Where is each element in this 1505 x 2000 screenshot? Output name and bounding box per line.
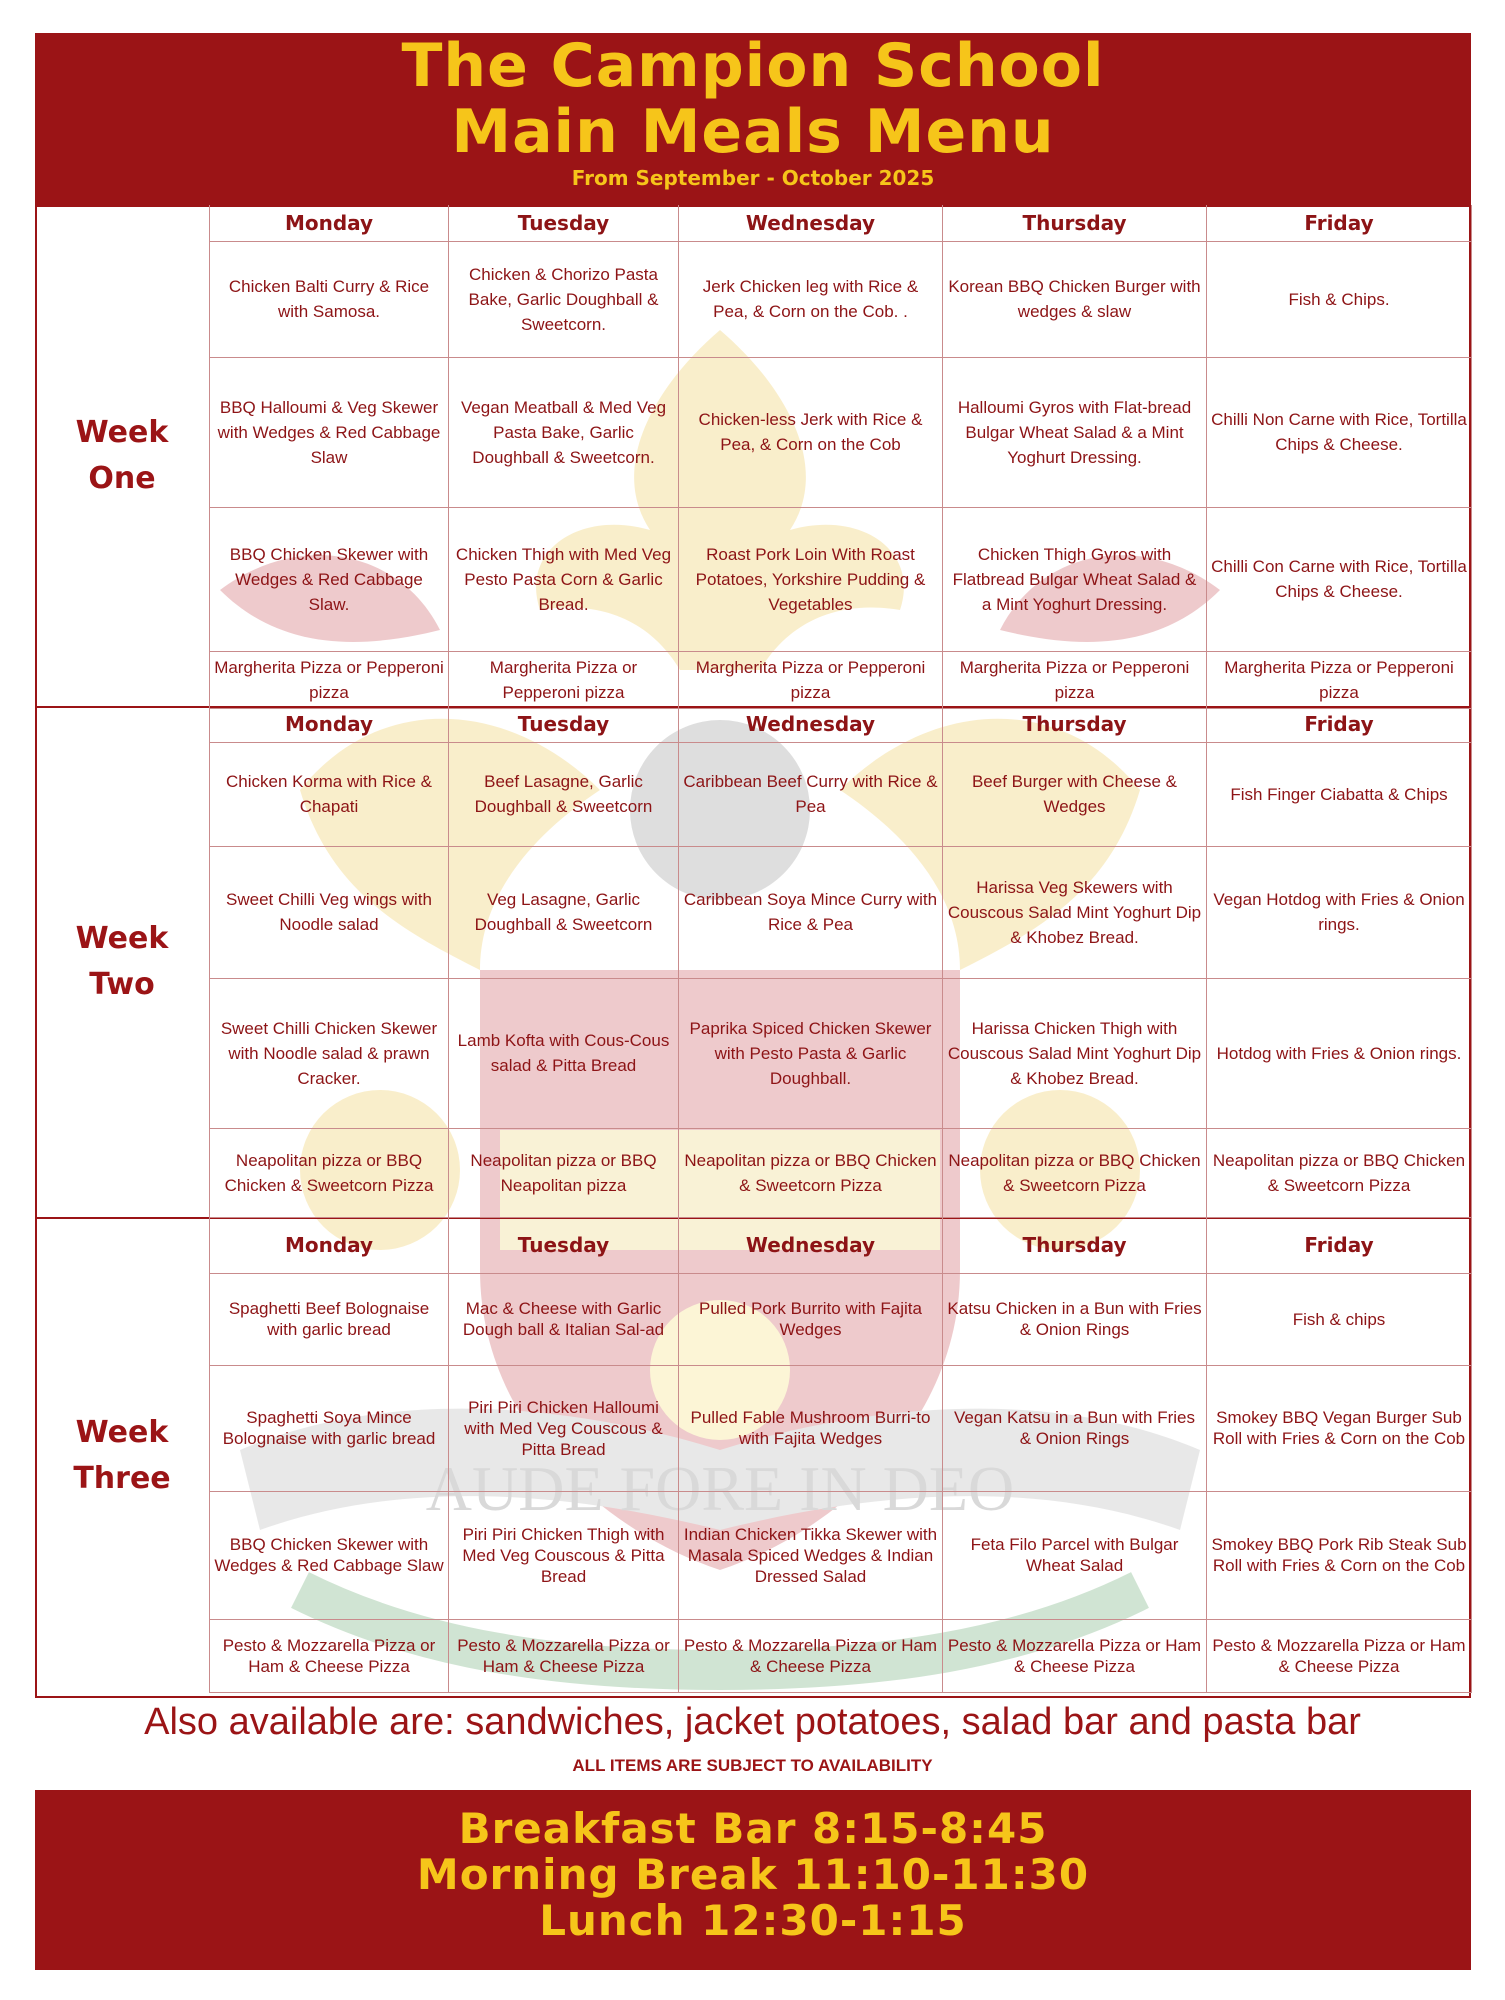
meal-cell: Chilli Con Carne with Rice, Tortilla Chips & Cheese. xyxy=(1207,507,1472,651)
meal-cell: Korean BBQ Chicken Burger with wedges & slaw xyxy=(943,241,1207,357)
meal-cell: Indian Chicken Tikka Skewer with Masala Spiced Wedges & Indian Dressed Salad xyxy=(679,1491,943,1619)
meal-cell: Roast Pork Loin With Roast Potatoes, Yorkshire Pudding & Vegetables xyxy=(679,507,943,651)
meal-cell: Harissa Chicken Thigh with Couscous Salad Mint Yoghurt Dip & Khobez Bread. xyxy=(943,978,1207,1128)
meal-cell: Vegan Katsu in a Bun with Fries & Onion Rings xyxy=(943,1365,1207,1491)
table-row xyxy=(210,1491,1472,1619)
meal-cell: Pulled Pork Burrito with Fajita Wedges xyxy=(679,1273,943,1365)
table-row xyxy=(210,357,1472,507)
day-wednesday: Wednesday xyxy=(679,205,943,241)
table-row xyxy=(210,1619,1472,1692)
week-two-label: Week Two xyxy=(75,921,169,1002)
day-monday: Monday xyxy=(210,205,449,241)
meal-cell: Chicken-less Jerk with Rice & Pea, & Corn on the Cob xyxy=(679,357,943,507)
meal-cell: Vegan Meatball & Med Veg Pasta Bake, Garlic Doughball & Sweetcorn. xyxy=(449,357,679,507)
meal-cell: Smokey BBQ Vegan Burger Sub Roll with Fries & Corn on the Cob xyxy=(1207,1365,1472,1491)
meal-cell: Chilli Non Carne with Rice, Tortilla Chips & Cheese. xyxy=(1207,357,1472,507)
meal-cell: Chicken Thigh Gyros with Flatbread Bulgar Wheat Salad & a Mint Yoghurt Dressing. xyxy=(943,507,1207,651)
day-header-row xyxy=(210,205,1472,241)
meal-cell: Neapolitan pizza or BBQ Neapolitan pizza xyxy=(449,1128,679,1217)
day-header-row xyxy=(210,706,1472,742)
table-row xyxy=(210,1128,1472,1217)
morning-break-time: Morning Break 11:10-11:30 xyxy=(416,1850,1090,1899)
availability-note: ALL ITEMS ARE SUBJECT TO AVAILABILITY xyxy=(572,1756,933,1775)
meal-cell: Chicken Balti Curry & Rice with Samosa. xyxy=(210,241,449,357)
table-row xyxy=(210,241,1472,357)
meal-cell: Sweet Chilli Veg wings with Noodle salad xyxy=(210,846,449,978)
table-row xyxy=(210,742,1472,846)
week-two-table xyxy=(209,706,1472,1218)
week-three-label: Week Three xyxy=(73,1415,171,1496)
meal-cell: Fish Finger Ciabatta & Chips xyxy=(1207,742,1472,846)
menu-title: Main Meals Menu xyxy=(451,97,1055,167)
meal-cell: Mac & Cheese with Garlic Dough ball & Italian Sal-ad xyxy=(449,1273,679,1365)
day-header-row xyxy=(210,1217,1472,1273)
table-row xyxy=(210,507,1472,651)
meal-cell: Neapolitan pizza or BBQ Chicken & Sweetcorn Pizza xyxy=(1207,1128,1472,1217)
day-tuesday: Tuesday xyxy=(449,1217,679,1273)
meal-cell: Neapolitan pizza or BBQ Chicken & Sweetcorn Pizza xyxy=(943,1128,1207,1217)
meal-cell: Pesto & Mozzarella Pizza or Ham & Cheese Pizza xyxy=(943,1619,1207,1692)
meal-cell: Chicken & Chorizo Pasta Bake, Garlic Doughball & Sweetcorn. xyxy=(449,241,679,357)
meal-cell: Caribbean Soya Mince Curry with Rice & Pea xyxy=(679,846,943,978)
day-friday: Friday xyxy=(1207,205,1472,241)
week-one-table xyxy=(209,205,1472,709)
crest-motto: AUDE FORE IN DEO xyxy=(425,1453,1015,1524)
meal-cell: Chicken Korma with Rice & Chapati xyxy=(210,742,449,846)
meal-cell: Beef Lasagne, Garlic Doughball & Sweetcorn xyxy=(449,742,679,846)
day-monday: Monday xyxy=(210,706,449,742)
table-row xyxy=(210,651,1472,708)
table-row xyxy=(210,978,1472,1128)
day-tuesday: Tuesday xyxy=(449,205,679,241)
day-thursday: Thursday xyxy=(943,1217,1207,1273)
meal-cell: Paprika Spiced Chicken Skewer with Pesto Pasta & Garlic Doughball. xyxy=(679,978,943,1128)
day-thursday: Thursday xyxy=(943,706,1207,742)
meal-cell: Pesto & Mozzarella Pizza or Ham & Cheese Pizza xyxy=(679,1619,943,1692)
date-range: From September - October 2025 xyxy=(571,166,935,190)
table-row xyxy=(210,1273,1472,1365)
meal-cell: Katsu Chicken in a Bun with Fries & Onion Rings xyxy=(943,1273,1207,1365)
meal-cell: Chicken Thigh with Med Veg Pesto Pasta Corn & Garlic Bread. xyxy=(449,507,679,651)
meal-cell: Spaghetti Beef Bolognaise with garlic bread xyxy=(210,1273,449,1365)
day-friday: Friday xyxy=(1207,1217,1472,1273)
meal-cell: Pesto & Mozzarella Pizza or Ham & Cheese Pizza xyxy=(449,1619,679,1692)
meal-cell: Piri Piri Chicken Thigh with Med Veg Couscous & Pitta Bread xyxy=(449,1491,679,1619)
header-banner xyxy=(35,33,1471,205)
meal-cell: Veg Lasagne, Garlic Doughball & Sweetcorn xyxy=(449,846,679,978)
meal-cell: BBQ Halloumi & Veg Skewer with Wedges & Red Cabbage Slaw xyxy=(210,357,449,507)
meal-cell: Spaghetti Soya Mince Bolognaise with garlic bread xyxy=(210,1365,449,1491)
day-thursday: Thursday xyxy=(943,205,1207,241)
meal-cell: Neapolitan pizza or BBQ Chicken & Sweetcorn Pizza xyxy=(210,1128,449,1217)
meal-cell: Piri Piri Chicken Halloumi with Med Veg Couscous & Pitta Bread xyxy=(449,1365,679,1491)
table-row xyxy=(210,846,1472,978)
meal-cell: Hotdog with Fries & Onion rings. xyxy=(1207,978,1472,1128)
meal-cell: Lamb Kofta with Cous-Cous salad & Pitta Bread xyxy=(449,978,679,1128)
meal-cell: Vegan Hotdog with Fries & Onion rings. xyxy=(1207,846,1472,978)
also-available-text: Also available are: sandwiches, jacket potatoes, salad bar and pasta bar xyxy=(144,1701,1361,1743)
meal-cell: Pesto & Mozzarella Pizza or Ham & Cheese Pizza xyxy=(1207,1619,1472,1692)
meal-cell: Fish & chips xyxy=(1207,1273,1472,1365)
meal-cell: BBQ Chicken Skewer with Wedges & Red Cabbage Slaw xyxy=(210,1491,449,1619)
meal-cell: Fish & Chips. xyxy=(1207,241,1472,357)
day-tuesday: Tuesday xyxy=(449,706,679,742)
meal-cell: Margherita Pizza or Pepperoni pizza xyxy=(1207,651,1472,708)
week-one-label: Week One xyxy=(75,415,169,496)
meal-cell: Smokey BBQ Pork Rib Steak Sub Roll with Fries & Corn on the Cob xyxy=(1207,1491,1472,1619)
meal-cell: Pesto & Mozzarella Pizza or Ham & Cheese Pizza xyxy=(210,1619,449,1692)
day-friday: Friday xyxy=(1207,706,1472,742)
day-monday: Monday xyxy=(210,1217,449,1273)
day-wednesday: Wednesday xyxy=(679,1217,943,1273)
lunch-time: Lunch 12:30-1:15 xyxy=(539,1896,967,1945)
meal-cell: Margherita Pizza or Pepperoni pizza xyxy=(449,651,679,708)
meal-cell: Halloumi Gyros with Flat-bread Bulgar Wheat Salad & a Mint Yoghurt Dressing. xyxy=(943,357,1207,507)
meal-cell: Caribbean Beef Curry with Rice & Pea xyxy=(679,742,943,846)
meal-cell: Margherita Pizza or Pepperoni pizza xyxy=(679,651,943,708)
meal-cell: Jerk Chicken leg with Rice & Pea, & Corn on the Cob. . xyxy=(679,241,943,357)
breakfast-bar-time: Breakfast Bar 8:15-8:45 xyxy=(458,1804,1048,1853)
meal-cell: BBQ Chicken Skewer with Wedges & Red Cabbage Slaw. xyxy=(210,507,449,651)
day-wednesday: Wednesday xyxy=(679,706,943,742)
meal-cell: Feta Filo Parcel with Bulgar Wheat Salad xyxy=(943,1491,1207,1619)
footer-times-banner xyxy=(35,1790,1471,1970)
school-name: The Campion School xyxy=(401,31,1105,101)
meal-cell: Margherita Pizza or Pepperoni pizza xyxy=(943,651,1207,708)
meal-cell: Sweet Chilli Chicken Skewer with Noodle salad & prawn Cracker. xyxy=(210,978,449,1128)
meal-cell: Beef Burger with Cheese & Wedges xyxy=(943,742,1207,846)
week-three-table xyxy=(209,1217,1472,1693)
meal-cell: Harissa Veg Skewers with Couscous Salad Mint Yoghurt Dip & Khobez Bread. xyxy=(943,846,1207,978)
meal-cell: Pulled Fable Mushroom Burri-to with Fajita Wedges xyxy=(679,1365,943,1491)
meal-cell: Neapolitan pizza or BBQ Chicken & Sweetcorn Pizza xyxy=(679,1128,943,1217)
meal-cell: Margherita Pizza or Pepperoni pizza xyxy=(210,651,449,708)
table-row xyxy=(210,1365,1472,1491)
